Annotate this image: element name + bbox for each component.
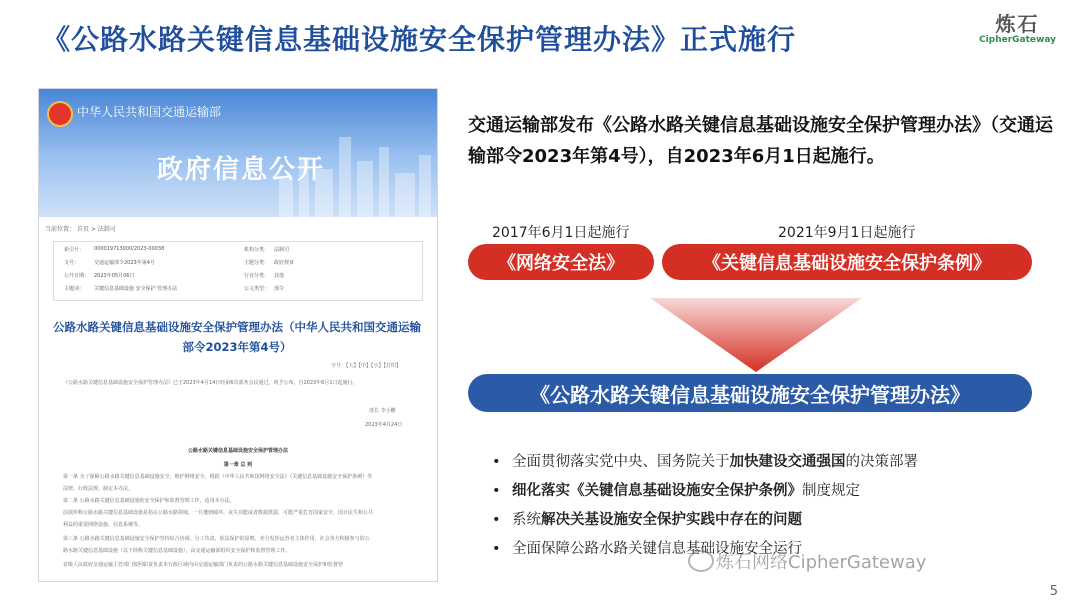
law-pill-cybersecurity: 《网络安全法》 [468, 244, 654, 280]
doc-article: 第二条 公路水路关键信息基础设施的安全保护和监督管理工作，适用本办法。 [63, 498, 235, 504]
list-item: • 全面保障公路水路关键信息基础设施安全运行 [492, 541, 802, 557]
meta-value: 2023年05月06日 [94, 273, 135, 279]
meta-label: 主题分类： [244, 260, 270, 266]
doc-body-title: 公路水路关键信息基础设施安全保护管理办法 [187, 448, 288, 454]
ministry-name: 中华人民共和国交通运输部 [77, 105, 222, 119]
meta-value: 其他 [274, 273, 285, 279]
meta-label: 公开日期： [64, 273, 90, 279]
meta-value: 关键信息基础设施 安全保护 管理办法 [94, 286, 178, 292]
breadcrumb: 当前位置： 首页 > 法制司 [45, 226, 116, 233]
meta-row [54, 285, 422, 295]
doc-article: 第一条 为了保障公路水路关键信息基础设施安全，维护网络安全，根据《中华人民共和国网络安全法》《关键信息基础设施安全保护条例》等 [63, 474, 373, 480]
banner-title: 政府信息公开 [157, 155, 326, 185]
logo-text-cn: 炼石 [995, 12, 1040, 36]
law-date-1: 2017年6月1日起施行 [492, 225, 630, 241]
national-emblem-icon [47, 101, 73, 127]
meta-value: 000019713000/2023-00038 [94, 246, 165, 252]
font-size-options[interactable]: 字号：【大】【中】【小】【打印】 [331, 363, 402, 369]
meta-label: 文号： [64, 260, 80, 266]
wechat-icon [688, 550, 714, 572]
list-item: • 全面贯彻落实党中央、国务院关于加快建设交通强国的决策部署 [492, 454, 918, 470]
company-logo [979, 8, 1056, 45]
doc-article: 第三条 公路水路关键信息基础设施安全保护坚持综合协调、分工负责、依法保护的原则，充分发挥运营者主体作用，社会各方积极参与的公 [63, 536, 370, 542]
logo-text-en: CipherGateway [979, 35, 1056, 45]
doc-article: 前款所称公路水路关键信息基础设施是指在公路水路领域，一旦遭到破坏、丧失功能或者数据泄露，可能严重危害国家安全、国计民生和公共 [63, 510, 374, 516]
law-pill-cii-regulation: 《关键信息基础设施安全保护条例》 [662, 244, 1032, 280]
doc-sign-date: 2023年4月24日 [365, 422, 403, 428]
doc-signer: 部长 李小鹏 [369, 408, 396, 414]
meta-label: 索引号： [64, 247, 85, 253]
doc-chapter: 第一章 总 则 [223, 462, 253, 468]
doc-article: 利益的重要网络设施、信息系统等。 [63, 522, 144, 528]
meta-value: 交通运输部令2023年第4号 [94, 260, 155, 266]
meta-label: 机构分类： [244, 247, 270, 253]
list-item: • 细化落实《关键信息基础设施安全保护条例》制度规定 [492, 483, 860, 499]
doc-banner [39, 89, 437, 217]
meta-label: 公文类型： [244, 286, 270, 292]
meta-label: 行业分类： [244, 273, 270, 279]
doc-article: 省级人民政府交通运输主管部门按照职责负责本行政区域内由交通运输部门负责的公路水路关键信息基础设施安全保护和监督管 [63, 562, 344, 568]
meta-label: 主题词： [64, 286, 85, 292]
doc-article: 法律、行政法规，制定本办法。 [63, 486, 134, 492]
doc-intro-line: 《公路水路关键信息基础设施安全保护管理办法》已于2023年4月14日经第6次部务会议通过，现予公布，自2023年6月1日起施行。 [63, 380, 358, 386]
intro-text: 交通运输部发布《公路水路关键信息基础设施安全保护管理办法》（交通运输部令2023年第4号），自2023年6月1日起施行。 [468, 115, 1053, 167]
main-law-pill: 《公路水路关键信息基础设施安全保护管理办法》 [468, 374, 1032, 412]
meta-value: 部令 [274, 286, 285, 292]
meta-value: 政府规章 [274, 260, 295, 266]
meta-row [54, 259, 422, 269]
law-date-2: 2021年9月1日起施行 [778, 225, 916, 241]
doc-title: 公路水路关键信息基础设施安全保护管理办法（中华人民共和国交通运输部令2023年第4号） [53, 320, 421, 354]
doc-article: 路水路关键信息基础设施（以下简称关键信息基础设施），由交通运输部组织安全保护和监督管理工作。 [63, 548, 291, 554]
doc-meta-table [53, 241, 423, 301]
document-screenshot [38, 88, 438, 582]
down-arrow-icon [650, 298, 862, 372]
page-number: 5 [1049, 584, 1058, 599]
watermark: 炼石网络CipherGateway [716, 552, 927, 573]
meta-row [54, 246, 422, 256]
slide-title: 《公路水路关键信息基础设施安全保护管理办法》正式施行 [42, 23, 797, 56]
list-item: • 系统解决关基设施安全保护实践中存在的问题 [492, 512, 802, 528]
meta-value: 法制司 [274, 247, 290, 253]
meta-row [54, 272, 422, 282]
